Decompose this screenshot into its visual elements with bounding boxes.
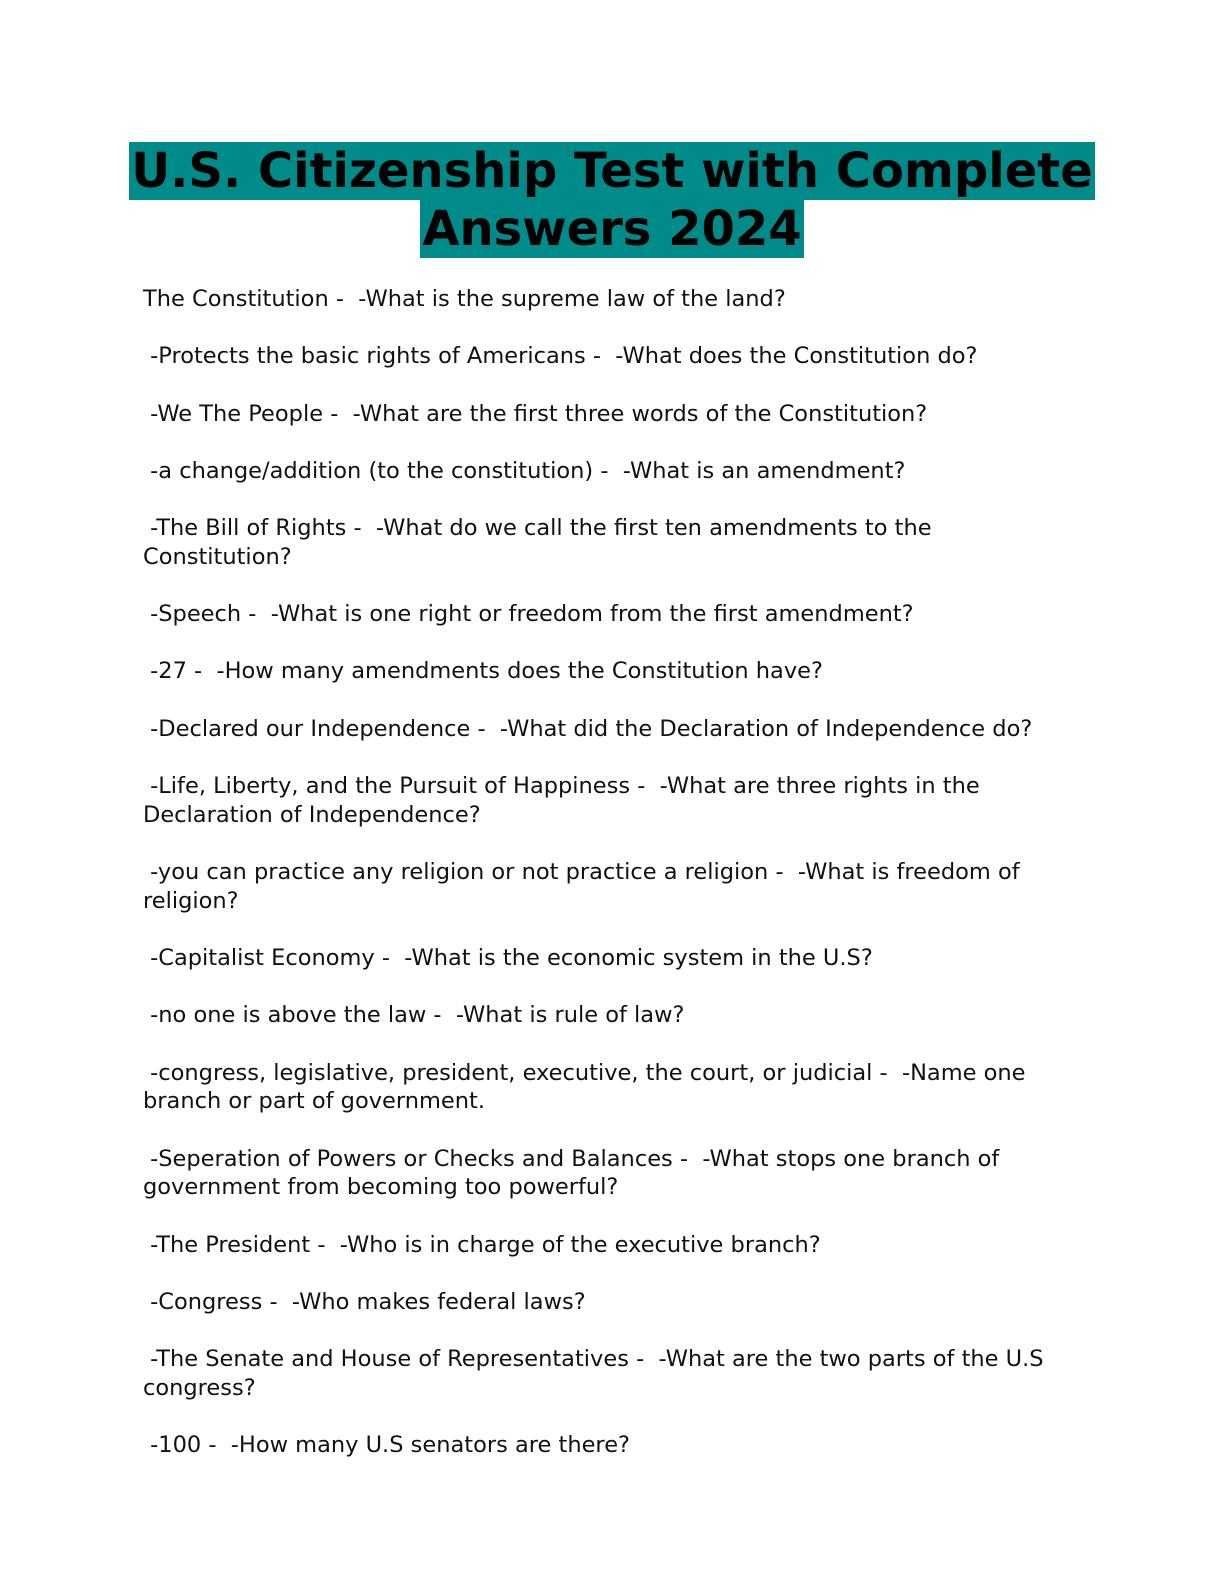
qa-item: -100 - -How many U.S senators are there? (143, 1432, 630, 1459)
qa-item: -The Senate and House of Representatives - -What are the two parts of the U.S congress? (143, 1346, 1051, 1401)
qa-item: -27 - -How many amendments does the Constitution have? (143, 658, 823, 685)
qa-item: -Declared our Independence - -What did the Declaration of Independence do? (143, 715, 1033, 742)
qa-item: -congress, legislative, president, executive, the court, or judicial - -Name one branch or part of government. (143, 1059, 1033, 1115)
qa-item: -The Bill of Rights - -What do we call the first ten amendments to the Constitution? (143, 515, 939, 570)
qa-list (143, 285, 1073, 1489)
qa-item: -you can practice any religion or not practice a religion - -What is freedom of religion? (143, 859, 1027, 914)
document-title (0, 142, 1224, 258)
qa-item: -The President - -Who is in charge of the executive branch? (143, 1231, 821, 1258)
qa-item: The Constitution - -What is the supreme law of the land? (143, 286, 786, 312)
qa-item: -Congress - -Who makes federal laws? (143, 1288, 586, 1315)
qa-item: -Seperation of Powers or Checks and Balances - -What stops one branch of government from becoming too powerful? (143, 1145, 1007, 1201)
qa-item: -Capitalist Economy - -What is the economic system in the U.S? (143, 945, 873, 972)
qa-item: -We The People - -What are the first three words of the Constitution? (143, 400, 928, 427)
qa-item: -no one is above the law - -What is rule of law? (143, 1002, 685, 1029)
qa-item: -Protects the basic rights of Americans - -What does the Constitution do? (143, 343, 978, 370)
title-line-2: Answers 2024 (422, 201, 802, 257)
qa-item: -Speech - -What is one right or freedom from the first amendment? (143, 601, 914, 628)
qa-item: -Life, Liberty, and the Pursuit of Happiness - -What are three rights in the Declaration of Independence? (143, 773, 987, 828)
title-line-1: U.S. Citizenship Test with Complete (131, 143, 1093, 199)
qa-item: -a change/addition (to the constitution) - -What is an amendment? (143, 457, 906, 484)
